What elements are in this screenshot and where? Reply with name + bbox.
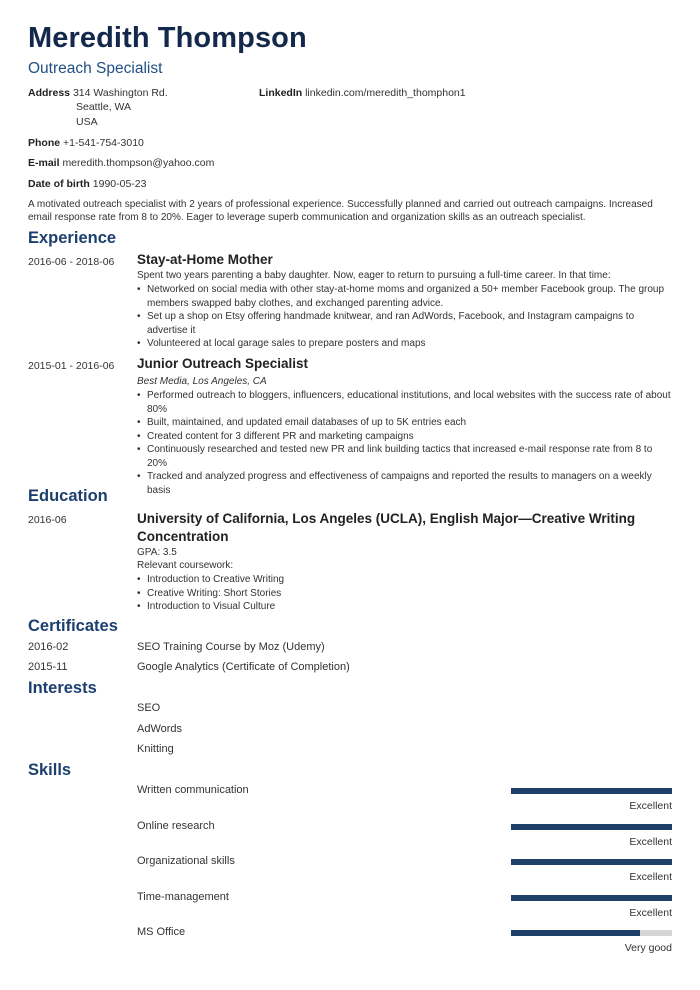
address-label: Address: [28, 87, 71, 99]
phone-value: +1-541-754-3010: [63, 137, 144, 149]
list-item: • Creative Writing: Short Stories: [137, 587, 672, 601]
skill-3-name: Organizational skills: [137, 855, 235, 867]
skill-2-level: Excellent: [629, 836, 672, 848]
dob-value: 1990-05-23: [92, 178, 147, 190]
skill-1-level: Excellent: [629, 800, 672, 812]
list-item: • Continuously researched and tested new PR and link building tactics that increased e-mail response rate from 8 to 20%: [137, 443, 672, 470]
address-line2: Seattle, WA: [76, 101, 132, 113]
education-heading: Education: [28, 487, 108, 505]
job-1-intro: Spent two years parenting a baby daughter. Now, eager to return to pursuing a full-time career. In that time:: [137, 270, 611, 281]
skill-3-level: Excellent: [629, 871, 672, 883]
list-item: • Tracked and analyzed progress and effectiveness of campaigns and reported the results to managers on a weekly basis: [137, 470, 672, 497]
experience-heading: Experience: [28, 229, 117, 247]
education-gpa: GPA: 3.5: [137, 547, 177, 558]
candidate-title: Outreach Specialist: [28, 60, 163, 77]
email-value[interactable]: meredith.thompson@yahoo.com: [62, 157, 215, 169]
summary-line-1: A motivated outreach specialist with 2 years of professional experience. Successfully planned and carried out outreach campaigns. Increased: [28, 199, 653, 210]
summary-line-2: email response rate from 8 to 20%. Eager to leverage superb communication and organization skills as an outreach specialist.: [28, 212, 586, 223]
certificate-2-date: 2015-11: [28, 661, 68, 673]
list-item: • Networked on social media with other stay-at-home moms and organized a 50+ member Facebook group. The group members swapped baby clothes, and exchanged parenting advice.: [137, 283, 672, 310]
email-row: [28, 157, 214, 169]
education-coursework-label: Relevant coursework:: [137, 560, 234, 571]
interests-heading: Interests: [28, 679, 97, 697]
interest-item: Knitting: [137, 743, 174, 755]
education-courses: [137, 573, 672, 614]
skill-2-bar-fill: [511, 824, 672, 830]
certificate-1-name: SEO Training Course by Moz (Udemy): [137, 641, 325, 653]
list-item: • Set up a shop on Etsy offering handmade knitwear, and ran AdWords, Facebook, and Instagram campaigns to advertise it: [137, 310, 672, 337]
job-2-company: Best Media, Los Angeles, CA: [137, 376, 267, 387]
linkedin-row: [259, 87, 466, 99]
job-2-bullets: [137, 389, 672, 497]
linkedin-link[interactable]: linkedin.com/meredith_thomphon1: [305, 87, 466, 99]
email-label: E-mail: [28, 157, 60, 169]
job-1-title: Stay-at-Home Mother: [137, 252, 273, 267]
skills-heading: Skills: [28, 761, 72, 779]
skill-4-name: Time-management: [137, 891, 229, 903]
linkedin-label: LinkedIn: [259, 87, 303, 99]
skill-2-name: Online research: [137, 820, 215, 832]
skill-1-bar-fill: [511, 788, 672, 794]
list-item: • Introduction to Creative Writing: [137, 573, 672, 587]
certificate-2-name: Google Analytics (Certificate of Completion): [137, 661, 350, 673]
skill-5-level: Very good: [624, 942, 672, 954]
skill-1-name: Written communication: [137, 784, 249, 796]
job-1-dates: 2016-06 - 2018-06: [28, 256, 115, 268]
job-2-title: Junior Outreach Specialist: [137, 356, 309, 371]
interest-item: SEO: [137, 702, 161, 714]
education-date: 2016-06: [28, 514, 67, 526]
list-item: • Created content for 3 different PR and marketing campaigns: [137, 430, 672, 444]
interest-item: AdWords: [137, 723, 183, 735]
list-item: • Volunteered at local garage sales to prepare posters and maps: [137, 337, 672, 351]
address-row: [28, 87, 168, 99]
skill-4-bar: [511, 895, 672, 901]
dob-row: [28, 178, 146, 190]
phone-label: Phone: [28, 137, 61, 149]
job-1-bullets: [137, 283, 672, 351]
skill-4-bar-fill: [511, 895, 672, 901]
education-title: University of California, Los Angeles (UCLA), English Major—Creative Writing Concentration: [137, 511, 636, 544]
skill-5-bar: [511, 930, 672, 936]
skill-3-bar: [511, 859, 672, 865]
skill-3-bar-fill: [511, 859, 672, 865]
skill-4-level: Excellent: [629, 907, 672, 919]
candidate-name: Meredith Thompson: [28, 22, 307, 54]
address-line3: USA: [76, 116, 98, 128]
list-item: • Introduction to Visual Culture: [137, 600, 672, 614]
phone-row: [28, 137, 144, 149]
address-line1: 314 Washington Rd.: [72, 87, 168, 99]
skill-1-bar: [511, 788, 672, 794]
skill-5-name: MS Office: [137, 926, 186, 938]
skill-5-bar-fill: [511, 930, 640, 936]
list-item: • Built, maintained, and updated email databases of up to 5K entries each: [137, 416, 672, 430]
dob-label: Date of birth: [28, 178, 90, 190]
job-2-dates: 2015-01 - 2016-06: [28, 360, 115, 372]
certificate-1-date: 2016-02: [28, 641, 69, 653]
certificates-heading: Certificates: [28, 617, 118, 635]
skill-2-bar: [511, 824, 672, 830]
list-item: • Performed outreach to bloggers, influencers, educational institutions, and local websites with the success rate of about 80%: [137, 389, 672, 416]
